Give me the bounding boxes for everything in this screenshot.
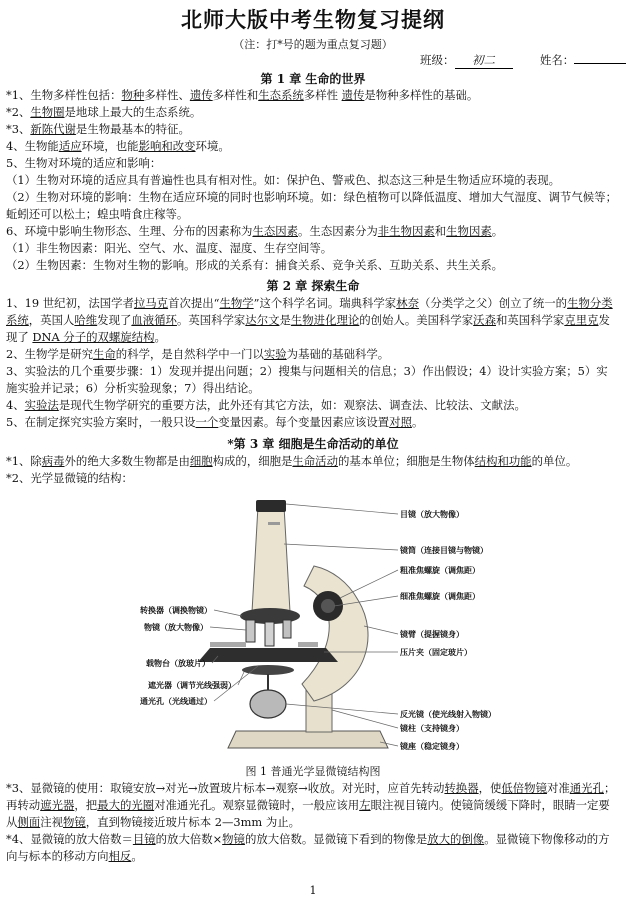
text: 首次提出“ xyxy=(168,296,220,310)
name-blank xyxy=(574,63,626,64)
text: *2、 xyxy=(6,105,31,119)
text: 构成的，细胞是 xyxy=(212,454,293,468)
key-term: 病毒 xyxy=(41,454,65,468)
key-term: 细胞 xyxy=(189,454,213,468)
text: 6、环境中影响生物形态、生理、分布的因素称为 xyxy=(6,224,253,238)
document-title: 北师大版中考生物复习提纲 xyxy=(181,8,445,32)
figure-caption: 图 1 普通光学显微镜结构图 xyxy=(245,765,381,778)
objective-3 xyxy=(283,620,291,638)
key-term: 遗传 xyxy=(341,88,365,102)
ch1-item-5: 5、生物对环境的适应和影响： xyxy=(6,156,162,170)
key-term: 侧面 xyxy=(17,815,41,829)
microscope-stage xyxy=(198,648,338,662)
text: 和英国科学家 xyxy=(495,313,565,327)
key-term: 目镜 xyxy=(132,832,156,846)
stage-clip xyxy=(210,642,246,647)
ch1-item-6-2: （2）生物因素：生物对生物的影响。形成的关系有：捕食关系、竞争关系、互助关系、共生关系。 xyxy=(6,258,504,272)
text: （分类学之父）创立了统一的 xyxy=(418,296,568,310)
key-term: 生命活动 xyxy=(292,454,338,468)
ch1-item-2 xyxy=(6,104,618,121)
ch2-item-4 xyxy=(6,397,618,414)
chapter-3-heading: *第 3 章 细胞是生命活动的单位 xyxy=(227,437,399,451)
text: *4、显微镜的放大倍数＝ xyxy=(6,832,133,846)
text: ；再转动 xyxy=(6,781,616,812)
fine-knob xyxy=(321,599,335,613)
mirror xyxy=(250,690,286,718)
key-term: 左 xyxy=(359,798,371,812)
label-stage: 载物台（放玻片） xyxy=(146,659,210,668)
text: 多样性、 xyxy=(144,88,190,102)
microscope-ring xyxy=(268,522,280,525)
key-term: 生物学 xyxy=(219,296,254,310)
text: 。生态因素分为 xyxy=(298,224,378,238)
label-fine: 细准焦螺旋（调焦距） xyxy=(400,592,480,601)
text: 。英国科学家 xyxy=(176,313,246,327)
text: 。显微镜下物像移动的方向与标本的移动方向 xyxy=(6,832,610,863)
key-term: 物镜 xyxy=(63,815,86,829)
ch3-item-4 xyxy=(6,831,618,865)
text: 4、生物能 xyxy=(6,139,59,153)
text: 的科学，是自然科学中一门以 xyxy=(115,347,264,361)
text: 的放大倍数。显微镜下看到的物像是 xyxy=(244,832,428,846)
text: 是现代生物学研究的重要方法，此外还有其它方法，如：观察法、调查法、比较法、文献法。 xyxy=(58,398,526,412)
key-term: 通光孔 xyxy=(569,781,604,795)
text: *3、 xyxy=(6,122,31,136)
chapter-2-heading: 第 2 章 探索生命 xyxy=(266,279,360,293)
text: 的基本单位；细胞是生物体 xyxy=(337,454,475,468)
text: ”这个科学名词。瑞典科学家 xyxy=(253,296,397,310)
key-term: 生物进化理论 xyxy=(290,313,360,327)
label-mirror: 反光镜（使光线射入物镜） xyxy=(400,710,496,719)
key-term: 转换器 xyxy=(444,781,479,795)
key-term: 生态因素 xyxy=(252,224,299,238)
key-term: 相反 xyxy=(108,849,132,863)
microscope-base xyxy=(228,731,388,748)
label-coarse: 粗准焦螺旋（调焦距） xyxy=(400,566,480,575)
label-base: 镜座（稳定镜身） xyxy=(400,742,464,751)
text: 和 xyxy=(434,224,447,238)
ch1-item-3 xyxy=(6,121,618,138)
ch1-item-5-2: （2）生物对环境的影响：生物在适应环境的同时也影响环境。如：绿色植物可以降低温度、增加大气湿度、调节气候等；蚯蚓还可以松土；蝗虫啃食庄稼等。 xyxy=(6,190,617,221)
key-term: 生物圈 xyxy=(30,105,65,119)
text: 4、 xyxy=(6,398,25,412)
key-term: 生物因素 xyxy=(446,224,492,238)
text: 。 xyxy=(131,849,143,863)
ch2-item-2 xyxy=(6,346,618,363)
text: 多样性 xyxy=(303,88,342,102)
key-term: 结构和功能 xyxy=(474,454,532,468)
text: 的放大倍数× xyxy=(155,832,223,846)
text: 环境，也能 xyxy=(81,139,139,153)
key-term: 沃森 xyxy=(473,313,496,327)
key-term: 哈维 xyxy=(74,313,98,327)
diaphragm xyxy=(242,665,294,675)
name-label: 姓名： xyxy=(539,53,575,67)
ch1-item-6 xyxy=(6,223,618,240)
text: 1、19 世纪初，法国学者 xyxy=(6,296,134,310)
ch1-item-6-1: （1）非生物因素：阳光、空气、水、温度、湿度、生存空间等。 xyxy=(6,241,333,255)
text: 的创始人。美国科学家 xyxy=(359,313,474,327)
objective-1 xyxy=(246,620,255,642)
class-value: 初二 xyxy=(455,52,513,69)
text: 。 xyxy=(491,224,504,238)
text: 变量因素。每个变量因素应该设置 xyxy=(218,415,390,429)
text: 。 xyxy=(411,415,424,429)
key-term: 实验法 xyxy=(24,398,59,412)
text: 环境。 xyxy=(195,139,230,153)
label-clip: 压片夹（固定玻片） xyxy=(400,648,472,657)
text: 对准 xyxy=(546,781,570,795)
text: 是 xyxy=(279,313,291,327)
key-term: 生命 xyxy=(92,347,116,361)
text: 是物种多样性的基础。 xyxy=(364,88,479,102)
text: 的单位。 xyxy=(531,454,578,468)
chapter-1-heading: 第 1 章 生命的世界 xyxy=(260,72,366,86)
text: 为基础的基础科学。 xyxy=(286,347,390,361)
key-term: 遗传 xyxy=(189,88,213,102)
text: *1、生物多样性包括： xyxy=(6,88,122,102)
key-term: 放大的倒像 xyxy=(427,832,485,846)
label-eyepiece: 目镜（放大物像） xyxy=(400,510,464,519)
ch3-item-3 xyxy=(6,780,618,831)
key-term: 血液循环 xyxy=(131,313,177,327)
text: ，直到物镜接近玻片标本 2—3mm 为止。 xyxy=(85,815,300,829)
key-term: 林奈 xyxy=(396,296,419,310)
label-converter: 转换器（调换物镜） xyxy=(140,606,212,615)
microscope-arm xyxy=(302,566,368,701)
ch2-item-1 xyxy=(6,295,618,346)
key-term: 遮光器 xyxy=(40,798,75,812)
key-term: 克里克 xyxy=(564,313,599,327)
key-term: 低倍物镜 xyxy=(501,781,547,795)
microscope-tube xyxy=(252,506,290,612)
text: *1、除 xyxy=(6,454,42,468)
key-term: 最大的光圈 xyxy=(97,798,155,812)
key-term: 非生物因素 xyxy=(377,224,435,238)
key-term: 影响和改变 xyxy=(138,139,196,153)
text: 。 xyxy=(154,330,166,344)
label-hole: 通光孔（光线通过） xyxy=(140,697,212,706)
text: *3、显微镜的使用：取镜安放→对光→放置玻片标本→观察→收放。对光时，应首先转动 xyxy=(6,781,445,795)
class-name-line xyxy=(420,52,626,69)
text: 外的绝大多数生物都是由 xyxy=(64,454,190,468)
label-objective: 物镜（放大物像） xyxy=(144,623,208,632)
ch2-item-5 xyxy=(6,414,618,431)
ch1-item-5-1: （1）生物对环境的适应具有普遍性也具有相对性。如：保护色、警戒色、拟态这三种是生物适应环境的表现。 xyxy=(6,173,560,187)
ch1-item-1 xyxy=(6,87,618,104)
key-term: 一个 xyxy=(195,415,219,429)
ch3-item-1 xyxy=(6,453,618,470)
microscope-figure xyxy=(118,496,498,758)
ch1-item-4 xyxy=(6,138,618,155)
label-arm: 镜臂（提握镜身） xyxy=(400,630,464,639)
label-diaphragm: 遮光器（调节光线强弱） xyxy=(148,681,236,690)
text: 注视 xyxy=(40,815,63,829)
label-tube: 镜筒（连接目镜与物镜） xyxy=(400,546,488,555)
key-term: 适应 xyxy=(58,139,82,153)
text: 5、在制定探究实验方案时，一般只设 xyxy=(6,415,196,429)
text: 是地球上最大的生态系统。 xyxy=(64,105,202,119)
text: ，把 xyxy=(74,798,98,812)
text: ，英国人 xyxy=(28,313,75,327)
key-term: 新陈代谢 xyxy=(30,122,76,136)
stage-clip xyxy=(298,642,318,647)
key-term: 达尔文 xyxy=(245,313,280,327)
text: 发现了 xyxy=(97,313,132,327)
key-term: 对照 xyxy=(389,415,412,429)
text: 发现了 xyxy=(6,313,610,344)
key-term: 实验 xyxy=(263,347,287,361)
page-number: 1 xyxy=(309,884,317,897)
text: 是生物最基本的特征。 xyxy=(75,122,190,136)
text: 眼注视目镜内。使镜筒缓缓下降时，眼睛一定要从 xyxy=(6,798,610,829)
key-term: 生态系统 xyxy=(258,88,304,102)
document-note: （注：打*号的题为重点复习题） xyxy=(233,38,393,51)
text: 多样性和 xyxy=(212,88,259,102)
key-term: 拉马克 xyxy=(133,296,169,310)
ch2-item-3: 3、实验法的几个重要步骤：1）发现并提出问题；2）搜集与问题相关的信息；3）作出假设；4）设计实验方案；5）实施实验并记录；6）分析实验现象；7）得出结论。 xyxy=(6,364,608,395)
key-term: DNA 分子的双螺旋结构 xyxy=(32,330,155,344)
microscope-eyepiece xyxy=(256,500,286,512)
text: 2、生物学是研究 xyxy=(6,347,93,361)
key-term: 生物分类系统 xyxy=(6,296,613,327)
key-term: 物镜 xyxy=(222,832,245,846)
ch3-item-2: *2、光学显微镜的结构： xyxy=(6,471,133,485)
objective-2 xyxy=(265,622,274,646)
key-term: 物种 xyxy=(121,88,145,102)
text: ，使 xyxy=(478,781,502,795)
text: 对准通光孔。观察显微镜时，一般应该用 xyxy=(154,798,360,812)
class-label: 班级： xyxy=(420,53,455,67)
label-pillar: 镜柱（支持镜身） xyxy=(400,724,464,733)
